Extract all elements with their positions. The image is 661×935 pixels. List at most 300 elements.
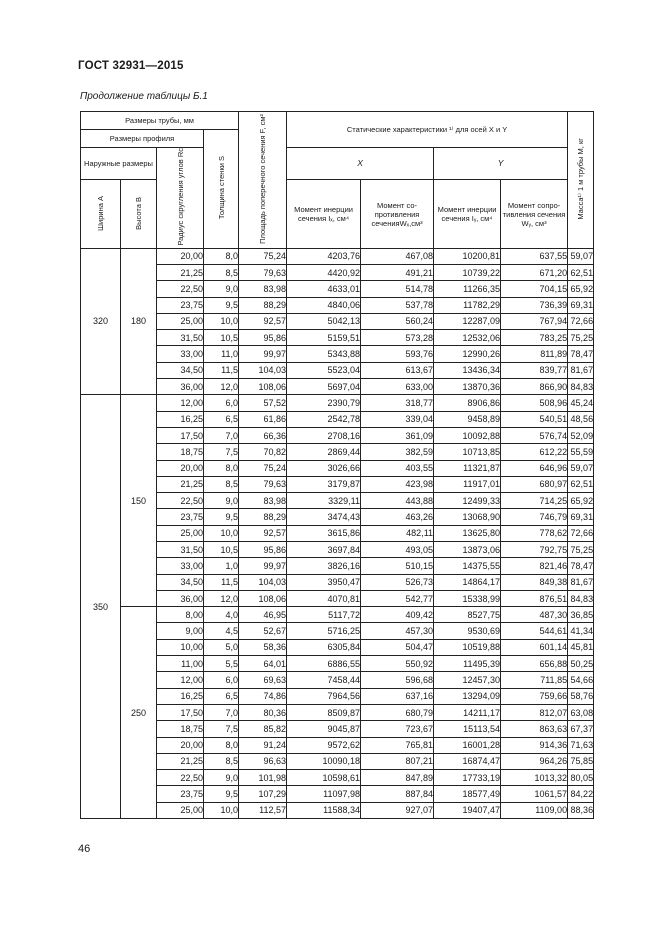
mass-cell: 41,34 [568, 623, 594, 639]
mass-cell: 80,05 [568, 770, 594, 786]
wx-cell: 637,16 [361, 688, 434, 704]
thickness-cell: 8,5 [204, 476, 239, 492]
table-row [81, 493, 594, 509]
radius-cell: 33,00 [157, 346, 204, 362]
table-row [81, 737, 594, 753]
mass-cell: 72,66 [568, 313, 594, 329]
radius-cell: 17,50 [157, 704, 204, 720]
thickness-cell: 4,0 [204, 607, 239, 623]
thickness-cell: 10,5 [204, 330, 239, 346]
ix-cell: 3826,16 [287, 558, 361, 574]
wy-cell: 821,46 [501, 558, 568, 574]
wx-cell: 927,07 [361, 802, 434, 818]
header-pipe-sizes: Размеры трубы, мм [81, 112, 239, 130]
wy-cell: 576,74 [501, 427, 568, 443]
mass-cell: 59,07 [568, 248, 594, 264]
wx-cell: 443,88 [361, 493, 434, 509]
radius-cell: 8,00 [157, 607, 204, 623]
thickness-cell: 5,0 [204, 639, 239, 655]
wy-cell: 671,20 [501, 264, 568, 280]
iy-cell: 13068,90 [434, 509, 501, 525]
thickness-cell: 10,0 [204, 802, 239, 818]
wy-cell: 487,30 [501, 607, 568, 623]
ix-cell: 4840,06 [287, 297, 361, 313]
iy-cell: 13294,09 [434, 688, 501, 704]
radius-cell: 10,00 [157, 639, 204, 655]
iy-cell: 16001,28 [434, 737, 501, 753]
thickness-cell: 6,5 [204, 688, 239, 704]
mass-cell: 81,67 [568, 362, 594, 378]
area-cell: 70,82 [239, 444, 287, 460]
wx-cell: 765,81 [361, 737, 434, 753]
area-cell: 96,63 [239, 753, 287, 769]
area-cell: 95,86 [239, 330, 287, 346]
radius-cell: 23,75 [157, 509, 204, 525]
ix-cell: 5523,04 [287, 362, 361, 378]
iy-cell: 8527,75 [434, 607, 501, 623]
table-row [81, 379, 594, 395]
thickness-cell: 6,0 [204, 395, 239, 411]
table-row [81, 476, 594, 492]
radius-cell: 17,50 [157, 427, 204, 443]
area-cell: 92,57 [239, 525, 287, 541]
width-cell: 350 [81, 395, 121, 819]
area-cell: 88,29 [239, 297, 287, 313]
wx-cell: 680,79 [361, 704, 434, 720]
iy-cell: 10739,22 [434, 264, 501, 280]
table-row [81, 346, 594, 362]
wx-cell: 887,84 [361, 786, 434, 802]
wy-cell: 866,90 [501, 379, 568, 395]
section-properties-table [80, 111, 594, 819]
wx-cell: 537,78 [361, 297, 434, 313]
table-row [81, 672, 594, 688]
table-row [81, 590, 594, 606]
wx-cell: 463,26 [361, 509, 434, 525]
wy-cell: 839,77 [501, 362, 568, 378]
mass-cell: 48,56 [568, 411, 594, 427]
ix-cell: 4633,01 [287, 281, 361, 297]
table-row [81, 688, 594, 704]
iy-cell: 16874,47 [434, 753, 501, 769]
table-row [81, 721, 594, 737]
thickness-cell: 9,0 [204, 770, 239, 786]
radius-cell: 22,50 [157, 770, 204, 786]
radius-cell: 20,00 [157, 737, 204, 753]
iy-cell: 12457,30 [434, 672, 501, 688]
table-body [81, 248, 594, 818]
area-cell: 95,86 [239, 541, 287, 557]
wy-cell: 637,55 [501, 248, 568, 264]
wx-cell: 423,98 [361, 476, 434, 492]
radius-cell: 16,25 [157, 411, 204, 427]
wx-cell: 361,09 [361, 427, 434, 443]
radius-cell: 9,00 [157, 623, 204, 639]
iy-cell: 12990,26 [434, 346, 501, 362]
wy-cell: 811,89 [501, 346, 568, 362]
iy-cell: 11321,87 [434, 460, 501, 476]
iy-cell: 8906,86 [434, 395, 501, 411]
mass-cell: 45,81 [568, 639, 594, 655]
ix-cell: 6886,55 [287, 656, 361, 672]
area-cell: 52,67 [239, 623, 287, 639]
table-row [81, 656, 594, 672]
wx-cell: 633,00 [361, 379, 434, 395]
area-cell: 66,36 [239, 427, 287, 443]
thickness-cell: 7,0 [204, 427, 239, 443]
width-cell: 320 [81, 248, 121, 395]
wx-cell: 847,89 [361, 770, 434, 786]
header-wx: Момент со-противления сеченияWₓ,см³ [361, 180, 434, 248]
iy-cell: 14864,17 [434, 574, 501, 590]
wy-cell: 508,96 [501, 395, 568, 411]
iy-cell: 19407,47 [434, 802, 501, 818]
wy-cell: 759,66 [501, 688, 568, 704]
radius-cell: 33,00 [157, 558, 204, 574]
thickness-cell: 8,0 [204, 737, 239, 753]
area-cell: 99,97 [239, 346, 287, 362]
ix-cell: 9572,62 [287, 737, 361, 753]
mass-cell: 69,31 [568, 509, 594, 525]
iy-cell: 14375,55 [434, 558, 501, 574]
wy-cell: 812,07 [501, 704, 568, 720]
thickness-cell: 9,5 [204, 297, 239, 313]
thickness-cell: 12,0 [204, 379, 239, 395]
iy-cell: 10519,88 [434, 639, 501, 655]
mass-cell: 75,25 [568, 541, 594, 557]
iy-cell: 17733,19 [434, 770, 501, 786]
wx-cell: 457,30 [361, 623, 434, 639]
thickness-cell: 9,5 [204, 786, 239, 802]
area-cell: 99,97 [239, 558, 287, 574]
area-cell: 46,95 [239, 607, 287, 623]
thickness-cell: 11,0 [204, 346, 239, 362]
iy-cell: 9530,69 [434, 623, 501, 639]
wy-cell: 612,22 [501, 444, 568, 460]
wy-cell: 544,61 [501, 623, 568, 639]
ix-cell: 3615,86 [287, 525, 361, 541]
iy-cell: 13625,80 [434, 525, 501, 541]
thickness-cell: 7,5 [204, 444, 239, 460]
mass-cell: 62,51 [568, 264, 594, 280]
header-iy: Момент инерции сечения Iᵧ, см⁴ [434, 180, 501, 248]
header-wy: Момент сопро-тивления сечения Wᵧ, см³ [501, 180, 568, 248]
area-cell: 107,29 [239, 786, 287, 802]
iy-cell: 11917,01 [434, 476, 501, 492]
iy-cell: 13436,34 [434, 362, 501, 378]
mass-cell: 62,51 [568, 476, 594, 492]
page-number: 46 [78, 843, 91, 855]
table-row [81, 411, 594, 427]
table-caption: Продолжение таблицы Б.1 [80, 91, 208, 102]
mass-cell: 75,85 [568, 753, 594, 769]
iy-cell: 10200,81 [434, 248, 501, 264]
mass-cell: 72,66 [568, 525, 594, 541]
thickness-cell: 6,5 [204, 411, 239, 427]
thickness-cell: 12,0 [204, 590, 239, 606]
mass-cell: 45,24 [568, 395, 594, 411]
iy-cell: 15338,99 [434, 590, 501, 606]
area-cell: 74,86 [239, 688, 287, 704]
wx-cell: 491,21 [361, 264, 434, 280]
ix-cell: 3179,87 [287, 476, 361, 492]
thickness-cell: 9,5 [204, 509, 239, 525]
wx-cell: 504,47 [361, 639, 434, 655]
mass-cell: 65,92 [568, 493, 594, 509]
ix-cell: 5117,72 [287, 607, 361, 623]
thickness-cell: 10,0 [204, 313, 239, 329]
ix-cell: 3026,66 [287, 460, 361, 476]
area-cell: 83,98 [239, 493, 287, 509]
table-row [81, 509, 594, 525]
height-cell: 250 [121, 607, 157, 819]
mass-cell: 84,83 [568, 379, 594, 395]
iy-cell: 11782,29 [434, 297, 501, 313]
ix-cell: 7458,44 [287, 672, 361, 688]
radius-cell: 20,00 [157, 460, 204, 476]
wy-cell: 876,51 [501, 590, 568, 606]
document-header: ГОСТ 32931—2015 [78, 60, 184, 72]
wx-cell: 542,77 [361, 590, 434, 606]
thickness-cell: 7,5 [204, 721, 239, 737]
area-cell: 108,06 [239, 590, 287, 606]
wx-cell: 467,08 [361, 248, 434, 264]
wy-cell: 714,25 [501, 493, 568, 509]
header-radius: Радиус скругления углов Rc [157, 148, 204, 249]
mass-cell: 71,63 [568, 737, 594, 753]
wy-cell: 680,97 [501, 476, 568, 492]
area-cell: 108,06 [239, 379, 287, 395]
mass-cell: 67,37 [568, 721, 594, 737]
area-cell: 104,03 [239, 362, 287, 378]
ix-cell: 5343,88 [287, 346, 361, 362]
table-row [81, 248, 594, 264]
wx-cell: 403,55 [361, 460, 434, 476]
wx-cell: 613,67 [361, 362, 434, 378]
radius-cell: 23,75 [157, 297, 204, 313]
table-row [81, 281, 594, 297]
area-cell: 57,52 [239, 395, 287, 411]
wy-cell: 1061,57 [501, 786, 568, 802]
area-cell: 61,86 [239, 411, 287, 427]
mass-cell: 55,59 [568, 444, 594, 460]
table-row [81, 264, 594, 280]
mass-cell: 52,09 [568, 427, 594, 443]
header-height: Высота B [121, 180, 157, 248]
iy-cell: 11495,39 [434, 656, 501, 672]
wy-cell: 783,25 [501, 330, 568, 346]
area-cell: 69,63 [239, 672, 287, 688]
iy-cell: 18577,49 [434, 786, 501, 802]
thickness-cell: 6,0 [204, 672, 239, 688]
wy-cell: 601,14 [501, 639, 568, 655]
wx-cell: 493,05 [361, 541, 434, 557]
radius-cell: 25,00 [157, 525, 204, 541]
wy-cell: 1109,00 [501, 802, 568, 818]
wy-cell: 914,36 [501, 737, 568, 753]
wx-cell: 573,28 [361, 330, 434, 346]
thickness-cell: 11,5 [204, 574, 239, 590]
thickness-cell: 9,0 [204, 281, 239, 297]
iy-cell: 12532,06 [434, 330, 501, 346]
wy-cell: 863,63 [501, 721, 568, 737]
table-row [81, 525, 594, 541]
radius-cell: 11,00 [157, 656, 204, 672]
thickness-cell: 8,5 [204, 753, 239, 769]
wy-cell: 656,88 [501, 656, 568, 672]
ix-cell: 5697,04 [287, 379, 361, 395]
ix-cell: 10598,61 [287, 770, 361, 786]
area-cell: 75,24 [239, 248, 287, 264]
wx-cell: 382,59 [361, 444, 434, 460]
radius-cell: 25,00 [157, 313, 204, 329]
iy-cell: 11266,35 [434, 281, 501, 297]
ix-cell: 4420,92 [287, 264, 361, 280]
mass-cell: 59,07 [568, 460, 594, 476]
header-area: Площадь поперечного сечения F, см² [239, 112, 287, 249]
iy-cell: 12499,33 [434, 493, 501, 509]
table-row [81, 574, 594, 590]
ix-cell: 8509,87 [287, 704, 361, 720]
radius-cell: 18,75 [157, 721, 204, 737]
ix-cell: 4070,81 [287, 590, 361, 606]
table-row [81, 297, 594, 313]
wx-cell: 510,15 [361, 558, 434, 574]
table-row [81, 623, 594, 639]
mass-cell: 84,83 [568, 590, 594, 606]
mass-cell: 50,25 [568, 656, 594, 672]
radius-cell: 23,75 [157, 786, 204, 802]
thickness-cell: 9,0 [204, 493, 239, 509]
ix-cell: 9045,87 [287, 721, 361, 737]
thickness-cell: 7,0 [204, 704, 239, 720]
wy-cell: 964,26 [501, 753, 568, 769]
wx-cell: 723,67 [361, 721, 434, 737]
ix-cell: 7964,56 [287, 688, 361, 704]
wy-cell: 711,85 [501, 672, 568, 688]
ix-cell: 5159,51 [287, 330, 361, 346]
wx-cell: 318,77 [361, 395, 434, 411]
area-cell: 91,24 [239, 737, 287, 753]
ix-cell: 3697,84 [287, 541, 361, 557]
mass-cell: 65,92 [568, 281, 594, 297]
header-axis-y: Y [434, 148, 568, 180]
radius-cell: 36,00 [157, 379, 204, 395]
area-cell: 85,82 [239, 721, 287, 737]
wy-cell: 767,94 [501, 313, 568, 329]
table-row [81, 802, 594, 818]
table-row [81, 704, 594, 720]
ix-cell: 5042,13 [287, 313, 361, 329]
wx-cell: 514,78 [361, 281, 434, 297]
wy-cell: 792,75 [501, 541, 568, 557]
height-cell: 150 [121, 395, 157, 607]
iy-cell: 9458,89 [434, 411, 501, 427]
ix-cell: 11588,34 [287, 802, 361, 818]
radius-cell: 25,00 [157, 802, 204, 818]
wy-cell: 849,38 [501, 574, 568, 590]
radius-cell: 36,00 [157, 590, 204, 606]
ix-cell: 2869,44 [287, 444, 361, 460]
ix-cell: 2390,79 [287, 395, 361, 411]
thickness-cell: 4,5 [204, 623, 239, 639]
mass-cell: 36,85 [568, 607, 594, 623]
header-profile-sizes: Размеры профиля [81, 130, 204, 148]
mass-cell: 84,22 [568, 786, 594, 802]
ix-cell: 3329,11 [287, 493, 361, 509]
height-cell: 180 [121, 248, 157, 395]
mass-cell: 78,47 [568, 346, 594, 362]
ix-cell: 6305,84 [287, 639, 361, 655]
table-row [81, 362, 594, 378]
wy-cell: 736,39 [501, 297, 568, 313]
area-cell: 104,03 [239, 574, 287, 590]
wx-cell: 593,76 [361, 346, 434, 362]
thickness-cell: 10,5 [204, 541, 239, 557]
table-row [81, 753, 594, 769]
wy-cell: 746,79 [501, 509, 568, 525]
radius-cell: 31,50 [157, 330, 204, 346]
radius-cell: 21,25 [157, 264, 204, 280]
radius-cell: 20,00 [157, 248, 204, 264]
mass-cell: 63,08 [568, 704, 594, 720]
table-row [81, 330, 594, 346]
ix-cell: 3474,43 [287, 509, 361, 525]
table-row [81, 541, 594, 557]
area-cell: 79,63 [239, 264, 287, 280]
wx-cell: 807,21 [361, 753, 434, 769]
wy-cell: 704,15 [501, 281, 568, 297]
mass-cell: 69,31 [568, 297, 594, 313]
mass-cell: 58,76 [568, 688, 594, 704]
iy-cell: 12287,09 [434, 313, 501, 329]
iy-cell: 13870,36 [434, 379, 501, 395]
mass-cell: 88,36 [568, 802, 594, 818]
table-row [81, 786, 594, 802]
wy-cell: 1013,32 [501, 770, 568, 786]
header-width: Ширина A [81, 180, 121, 248]
table-row [81, 427, 594, 443]
radius-cell: 31,50 [157, 541, 204, 557]
radius-cell: 18,75 [157, 444, 204, 460]
ix-cell: 2542,78 [287, 411, 361, 427]
table-row [81, 558, 594, 574]
ix-cell: 4203,76 [287, 248, 361, 264]
thickness-cell: 11,5 [204, 362, 239, 378]
table-row [81, 770, 594, 786]
header-thickness: Толщина стенки S [204, 130, 239, 249]
thickness-cell: 10,0 [204, 525, 239, 541]
wy-cell: 778,62 [501, 525, 568, 541]
iy-cell: 10092,88 [434, 427, 501, 443]
wx-cell: 526,73 [361, 574, 434, 590]
wx-cell: 339,04 [361, 411, 434, 427]
area-cell: 88,29 [239, 509, 287, 525]
radius-cell: 12,00 [157, 672, 204, 688]
wy-cell: 646,96 [501, 460, 568, 476]
radius-cell: 12,00 [157, 395, 204, 411]
table-row [81, 639, 594, 655]
header-ix: Момент инерции сечения Iₓ, см⁴ [287, 180, 361, 248]
header-static: Статические характеристики ¹⁾ для осей X и Y [287, 112, 568, 148]
area-cell: 92,57 [239, 313, 287, 329]
wx-cell: 560,24 [361, 313, 434, 329]
table-row [81, 444, 594, 460]
area-cell: 101,98 [239, 770, 287, 786]
wx-cell: 596,68 [361, 672, 434, 688]
header-outer-sizes: Наружные размеры [81, 148, 157, 180]
mass-cell: 78,47 [568, 558, 594, 574]
